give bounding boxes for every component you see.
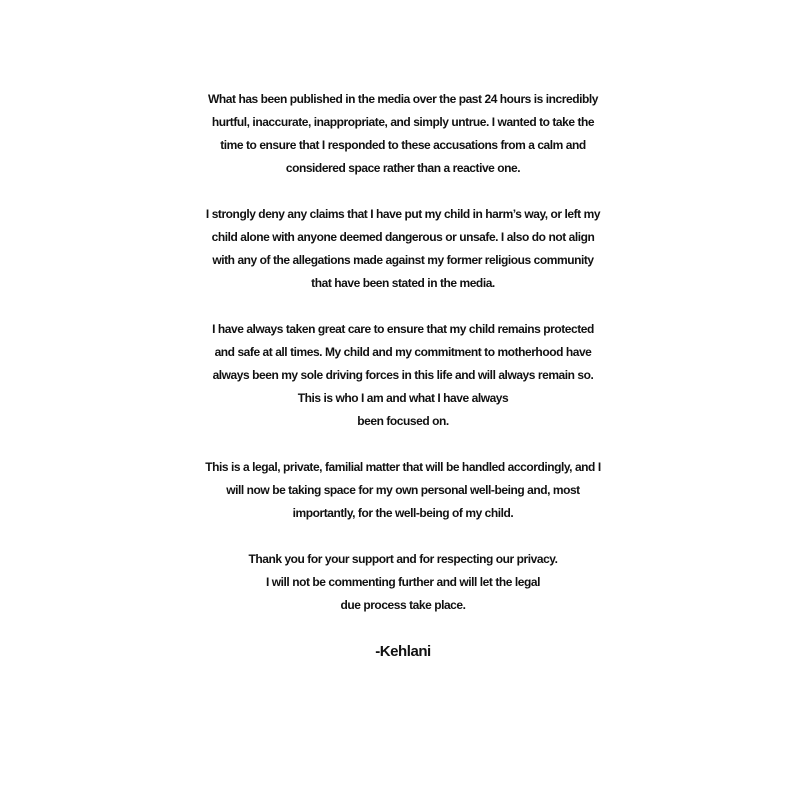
- statement-text: [0, 88, 806, 686]
- statement-line: This is who I am and what I have always: [297, 391, 509, 405]
- statement-line: always been my sole driving forces in this life and will always remain so.: [212, 368, 594, 382]
- statement-line: importantly, for the well-being of my child.: [292, 506, 514, 520]
- statement-line: will now be taking space for my own personal well-being and, most: [226, 483, 580, 497]
- statement-line: and safe at all times. My child and my commitment to motherhood have: [214, 345, 592, 359]
- statement-line: What has been published in the media over the past 24 hours is incredibly: [208, 92, 598, 106]
- signature: -Kehlani: [375, 643, 431, 660]
- statement-line: Thank you for your support and for respecting our privacy.: [248, 552, 558, 566]
- statement-line: due process take place.: [340, 598, 466, 612]
- paragraph-legal-matter: [0, 456, 806, 525]
- statement-line: I have always taken great care to ensure that my child remains protected: [212, 322, 594, 336]
- paragraph-motherhood: [0, 318, 806, 433]
- statement-line: that have been stated in the media.: [311, 276, 495, 290]
- statement-line: hurtful, inaccurate, inappropriate, and simply untrue. I wanted to take the: [211, 115, 595, 129]
- statement-line: This is a legal, private, familial matter that will be handled accordingly, and I: [205, 460, 601, 474]
- statement-line: considered space rather than a reactive one.: [285, 161, 521, 175]
- statement-line: with any of the allegations made against my former religious community: [212, 253, 594, 267]
- statement-line: time to ensure that I responded to these accusations from a calm and: [220, 138, 586, 152]
- statement-line: been focused on.: [357, 414, 449, 428]
- statement-line: I will not be commenting further and will let the legal: [266, 575, 540, 589]
- statement-line: child alone with anyone deemed dangerous or unsafe. I also do not align: [211, 230, 595, 244]
- paragraph-thanks: [0, 548, 806, 617]
- paragraph-denial: [0, 203, 806, 295]
- paragraph-media-response: [0, 88, 806, 180]
- statement-line: I strongly deny any claims that I have put my child in harm’s way, or left my: [205, 207, 601, 221]
